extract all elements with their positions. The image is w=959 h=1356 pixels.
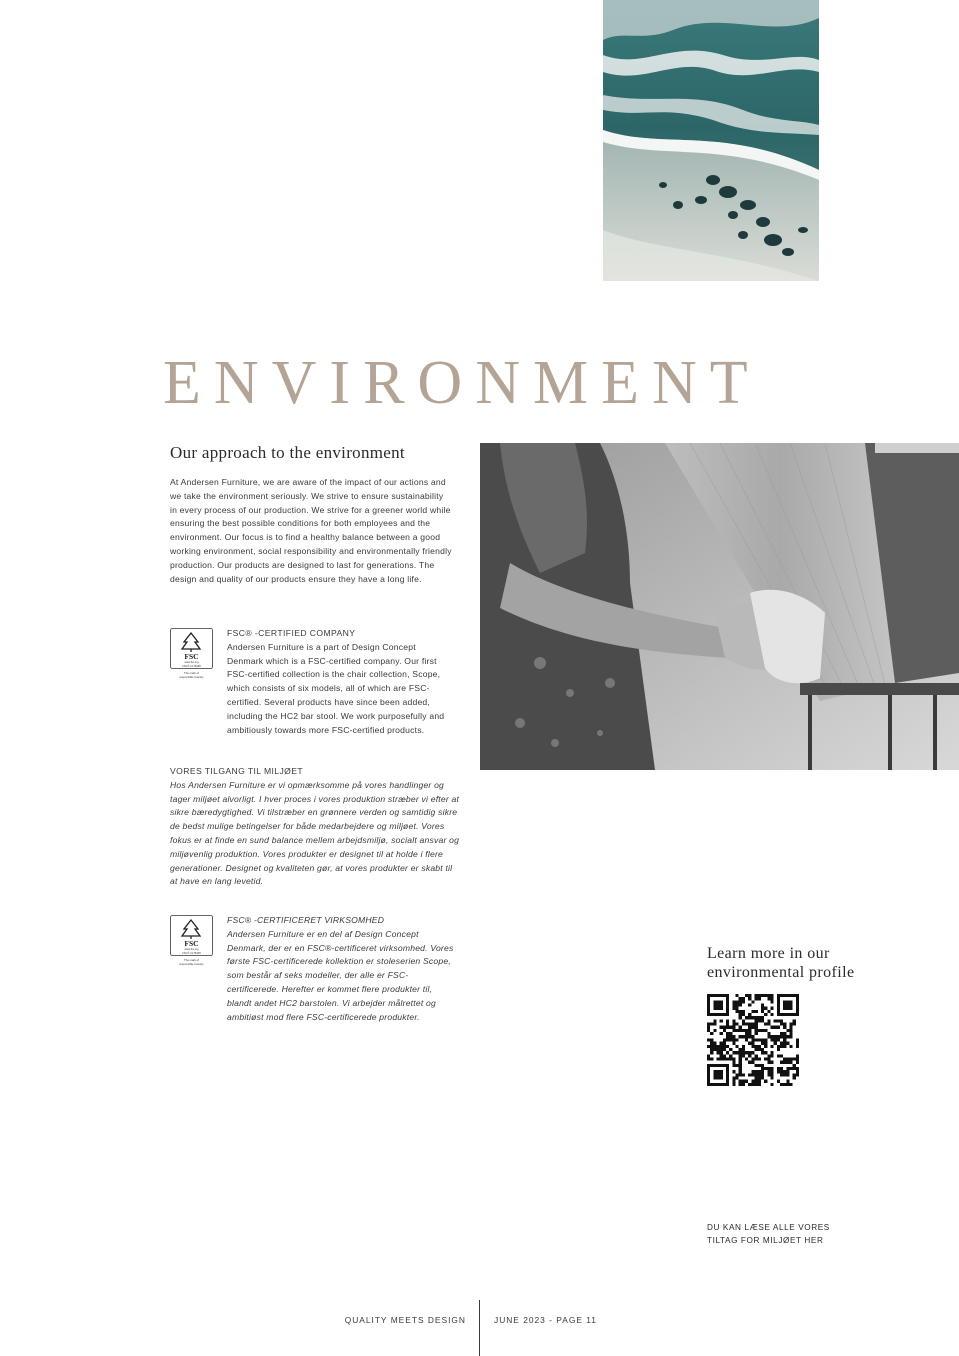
- svg-text:FSC® C178108: FSC® C178108: [182, 665, 201, 668]
- fsc-certificeret-body: Andersen Furniture er en del af Design Concept Denmark, der er en FSC®-certificeret virksomhed. Vores første FSC-certificerede kollektion er stoleserien Scope, som består af seks modeller, der alle er FSC-certificerede. Herefter er kommet flere produkter til, blandt andet HC2 barstolen. Vi arbejder målrettet og ambitiøst mod flere FSC-certificerede produkter.: [227, 928, 454, 1022]
- read-all-line-1: DU KAN LÆSE ALLE VORES: [707, 1223, 830, 1232]
- svg-text:The mark of: The mark of: [184, 958, 199, 962]
- svg-text:www.fsc.org: www.fsc.org: [184, 661, 199, 664]
- fsc-mark: FSC: [184, 939, 199, 948]
- qr-code-icon[interactable]: [707, 994, 799, 1086]
- fsc-certified-heading: FSC® -CERTIFIED COMPANY: [227, 628, 356, 638]
- fsc-certified-body: Andersen Furniture is a part of Design Concept Denmark which is a FSC-certified company. Our first FSC-certified collection is the chair collection, Scope, which consists of six models, all of which are FSC-certified. Several products have since been added, including the HC2 bar stool. We work purposefully and ambitiously towards more FSC-certified products.: [227, 641, 445, 735]
- read-all-line-2: TILTAG FOR MILJØET HER: [707, 1236, 824, 1245]
- fsc-logo: [170, 915, 214, 969]
- approach-body: At Andersen Furniture, we are aware of the impact of our actions and we take the environment seriously. We strive to ensure sustainability in every process of our production. We strive for a greener world while ensuring the best possible conditions for both employees and the environment. Our focus is to find a healthy balance between a good working environment, social responsibility and environmentally friendly production. Our products are designed to last for generations. The design and quality of our products ensure they have a long life.: [170, 477, 452, 584]
- svg-text:www.fsc.org: www.fsc.org: [184, 948, 199, 951]
- fsc-certified-section: [227, 627, 452, 737]
- fsc-certificeret-section: [227, 914, 459, 1024]
- footer-tagline: QUALITY MEETS DESIGN: [344, 1315, 466, 1325]
- svg-text:responsible forestry: responsible forestry: [179, 962, 204, 966]
- learn-more-line-2: environmental profile: [707, 964, 855, 981]
- approach-heading: Our approach to the environment: [170, 443, 405, 462]
- footer-divider: [479, 1300, 480, 1356]
- page-title: ENVIRONMENT: [163, 349, 761, 417]
- vores-tilgang-body: Hos Andersen Furniture er vi opmærksomme på vores handlinger og tager miljøet alvorligt. I hver proces i vores produktion stræber vi efter at sikre bæredygtighed. Vi tilstræber en grønnere verden og samtidig sikre de bedst mulige betingelser for både medarbejdere og miljøet. Vores fokus er at finde en sund balance mellem arbejdsmiljø, socialt ansvar og miljøvenlig produktion. Vores produkter er designet til at holde i flere generationer. Designet og kvaliteten gør, at vores produkter er skabt til at have en lang levetid.: [170, 779, 460, 887]
- fsc-certificeret-heading: FSC® -CERTIFICERET VIRKSOMHED: [227, 915, 385, 925]
- learn-more-text: [707, 944, 907, 982]
- svg-text:The mark of: The mark of: [184, 671, 199, 675]
- vores-tilgang-heading: VORES TILGANG TIL MILJØET: [170, 766, 304, 776]
- ocean-aerial-photo: [603, 0, 819, 281]
- vores-tilgang-section: [170, 765, 460, 889]
- fsc-logo: [170, 628, 214, 682]
- svg-text:FSC® C178108: FSC® C178108: [182, 952, 201, 955]
- workshop-photo: [480, 443, 959, 770]
- read-all-text: [707, 1221, 867, 1247]
- learn-more-line-1: Learn more in our: [707, 945, 830, 962]
- footer-page-info: JUNE 2023 - PAGE 11: [494, 1315, 597, 1325]
- svg-text:responsible forestry: responsible forestry: [179, 675, 204, 679]
- fsc-mark: FSC: [184, 652, 199, 661]
